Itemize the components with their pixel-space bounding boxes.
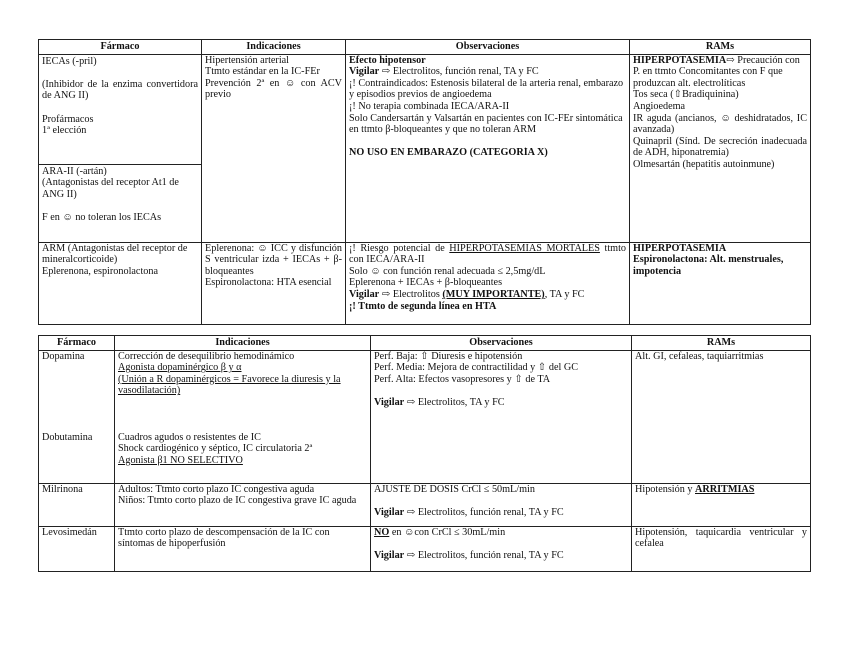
cell-farmaco: [39, 350, 115, 483]
rams-hiperpotasemia: HIPERPOTASEMIA⇨ Precaución con P. en ttmto Concomitantes con F que produzcan alt. electrolíticas: [633, 54, 800, 89]
table-antihypertensives: [38, 39, 811, 325]
obs-solo: Solo Candersartán y Valsartán en pacientes con IC-FEr sintomática en ttmto β-bloqueantes y que no toleran ARM: [349, 112, 623, 136]
farmaco-name: ARA-II (-artán): [42, 165, 107, 177]
obs-segunda-linea: ¡! Ttmto de segunda línea en HTA: [349, 300, 497, 312]
cell-farmaco: [39, 526, 115, 571]
obs-no-terapia: ¡! No terapia combinada IECA/ARA-II: [349, 100, 510, 112]
obs-vigilar: Vigilar ⇨ Electrolitos, TA y FC: [374, 396, 505, 408]
obs-item: Perf. Media: Mejora de contractilidad y ⇧ del GC: [374, 362, 579, 374]
farmaco-dobutamina: Dobutamina: [42, 431, 93, 443]
indicacion-item: Agonista dopaminérgico β y α: [118, 362, 242, 374]
cell-farmaco: [39, 483, 115, 526]
indicacion-item: Cuadros agudos o resistentes de IC: [118, 431, 261, 443]
indicacion-item: Prevención 2ª en ☺ con ACV previo: [205, 77, 342, 101]
obs-vigilar: Vigilar ⇨ Electrolitos (MUY IMPORTANTE), TA y FC: [349, 288, 585, 300]
table-row: [39, 526, 811, 571]
cell-farmaco-arm: [39, 242, 202, 324]
farmaco-desc: (Inhibidor de la enzima convertidora de ANG II): [42, 78, 198, 102]
indicacion-item: Shock cardiogénico y séptico, IC circulatoria 2ª: [118, 443, 313, 455]
table-header-row: [39, 336, 811, 351]
rams-tos: Tos seca (⇧Bradiquinina): [633, 89, 739, 101]
header-farmaco: Fármaco: [39, 40, 202, 55]
table-row: [39, 242, 811, 324]
table-inotropes: [38, 335, 811, 572]
header-rams: RAMs: [632, 336, 811, 351]
indicacion-item: Hipertensión arterial: [205, 54, 290, 66]
rams-quinapril: Quinapril (Sínd. De secreción inadecuada de ADH, hiponatremia): [633, 135, 807, 159]
farmaco-levosimendan: Levosimedán: [42, 526, 97, 538]
obs-item: Perf. Alta: Efectos vasopresores y ⇧ de TA: [374, 373, 551, 385]
table-header-row: [39, 40, 811, 55]
iecas-block: [39, 55, 201, 165]
ara-block: [39, 165, 201, 225]
table-row: [39, 350, 811, 483]
indicacion-item: Ttmto estándar en la IC-FEr: [205, 66, 320, 78]
cell-observaciones: [346, 54, 630, 242]
farmaco-milrinona: Milrinona: [42, 483, 83, 495]
farmaco-note: F en ☺ no toleran los IECAs: [42, 211, 162, 223]
indicacion-item: Niños: Ttmto corto plazo de IC congestiva grave IC aguda: [118, 495, 357, 507]
indicacion-item: (Unión a R dopaminérgicos = Favorece la diuresis y la vasodilatación): [118, 373, 341, 397]
obs-vigilar: Vigilar ⇨ Electrolitos, función renal, TA y FC: [349, 66, 539, 78]
obs-vigilar: Vigilar ⇨ Electrolitos, función renal, TA y FC: [374, 506, 564, 518]
rams-item: Hipotensión y ARRITMIAS: [635, 483, 755, 495]
header-rams: RAMs: [630, 40, 811, 55]
cell-rams: [632, 483, 811, 526]
obs-ajuste-dosis: AJUSTE DE DOSIS CrCl ≤ 50mL/min: [374, 483, 535, 495]
table-row: [39, 54, 811, 242]
rams-espironolactona: Espironolactona: Alt. menstruales, impotencia: [633, 254, 784, 277]
cell-indicaciones: [115, 526, 371, 571]
farmaco-examples: Eplerenona, espironolactona: [42, 265, 158, 277]
rams-item: Hipotensión, taquicardia ventricular y cefalea: [635, 526, 807, 550]
indicacion-item: Agonista β1 NO SELECTIVO: [118, 454, 243, 466]
cell-rams: [630, 242, 811, 324]
rams-hiperpotasemia: HIPERPOTASEMIA: [633, 242, 727, 254]
farmaco-desc: (Antagonistas del receptor At1 de ANG II): [42, 177, 179, 200]
obs-contraindicados: ¡! Contraindicados: Estenosis bilateral de la arteria renal, embarazo y episodios previos de angioedema: [349, 77, 624, 101]
cell-farmaco-iecas-ara: [39, 54, 202, 242]
cell-rams: [632, 526, 811, 571]
cell-observaciones: [371, 350, 632, 483]
obs-no-uso-embarazo: NO USO EN EMBARAZO (CATEGORÍA X): [349, 147, 548, 159]
cell-rams: [632, 350, 811, 483]
cell-indicaciones: [202, 242, 346, 324]
cell-indicaciones: [115, 350, 371, 483]
farmaco-dopamina: Dopamina: [42, 350, 85, 362]
cell-rams: [630, 54, 811, 242]
rams-ir: IR aguda (ancianos, ☺ deshidratados, IC avanzada): [633, 112, 807, 136]
cell-indicaciones: [202, 54, 346, 242]
indicacion-item: Corrección de desequilibrio hemodinámico: [118, 350, 295, 362]
indicacion-item: Ttmto corto plazo de descompensación de la IC con síntomas de hipoperfusión: [118, 526, 330, 550]
obs-vigilar: Vigilar ⇨ Electrolitos, función renal, TA y FC: [374, 549, 564, 561]
obs-item: Perf. Baja: ⇧ Diuresis e hipotensión: [374, 350, 523, 362]
rams-item: Alt. GI, cefaleas, taquiarritmias: [635, 350, 764, 362]
header-farmaco: Fármaco: [39, 336, 115, 351]
farmaco-note: Profármacos: [42, 113, 94, 125]
table-row: [39, 483, 811, 526]
header-indicaciones: Indicaciones: [115, 336, 371, 351]
farmaco-name: ARM (Antagonistas del receptor de mineralcorticoide): [42, 242, 188, 266]
obs-eplerenona: Eplerenona + IECAs + β-bloqueantes: [349, 277, 503, 289]
cell-observaciones: [346, 242, 630, 324]
obs-riesgo: ¡! Riesgo potencial de HIPERPOTASEMIAS MORTALES ttmto con IECA/ARA-II: [349, 242, 626, 266]
rams-olmesartan: Olmesartán (hepatitis autoinmune): [633, 158, 775, 170]
obs-title: Efecto hipotensor: [349, 54, 426, 66]
cell-indicaciones: [115, 483, 371, 526]
indicacion-item: Adultos: Ttmto corto plazo IC congestiva aguda: [118, 483, 315, 495]
obs-solo: Solo ☺ con función renal adecuada ≤ 2,5mg/dL: [349, 265, 546, 277]
header-observaciones: Observaciones: [346, 40, 630, 55]
indicacion-item: Eplerenona: ☺ ICC y disfunción S ventricular izda + IECAs + β-bloqueantes: [205, 242, 342, 277]
indicacion-item: Espironolactona: HTA esencial: [205, 277, 332, 289]
farmaco-name: IECAs (-pril): [42, 55, 97, 67]
header-observaciones: Observaciones: [371, 336, 632, 351]
header-indicaciones: Indicaciones: [202, 40, 346, 55]
cell-observaciones: [371, 483, 632, 526]
cell-observaciones: [371, 526, 632, 571]
obs-item: NO en ☺con CrCl ≤ 30mL/min: [374, 526, 506, 538]
rams-angioedema: Angioedema: [633, 100, 686, 112]
farmaco-note: 1ª elección: [42, 125, 87, 137]
